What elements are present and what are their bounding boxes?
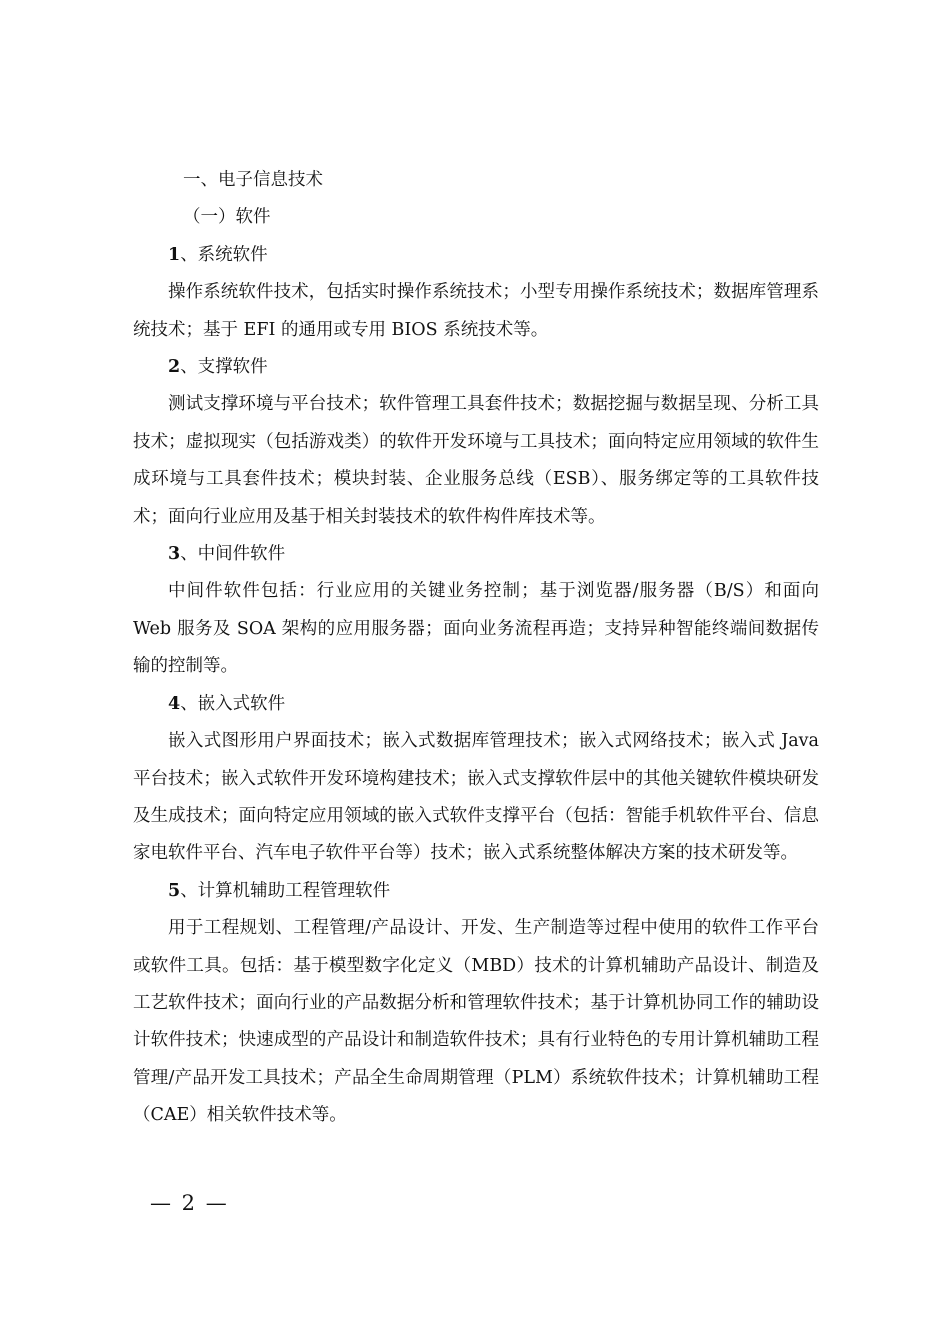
item-heading-3 [133,536,819,573]
item-title-5: 、计算机辅助工程管理软件 [180,880,391,901]
item-title-2: 、支撑软件 [180,357,268,378]
item-heading-2 [133,349,819,386]
item-number-1: 1 [168,244,181,265]
item-body-4: 嵌入式图形用户界面技术；嵌入式数据库管理技术；嵌入式网络技术；嵌入式 Java 平台技术；嵌入式软件开发环境构建技术；嵌入式支撑软件层中的其他关键软件模块研发及生成技术；面向特定应用领域的嵌入式软件支撑平台（包括：智能手机软件平台、信息家电软件平台、汽车电子软件平台等）技术；嵌入式系统整体解决方案的技术研发等。 [133,731,819,864]
item-body-3: 中间件软件包括：行业应用的关键业务控制；基于浏览器/服务器（B/S）和面向 Web 服务及 SOA 架构的应用服务器；面向业务流程再造；支持异种智能终端间数据传输的控制等。 [133,581,819,677]
item-title-4: 、嵌入式软件 [180,693,286,714]
item-number-5: 5 [168,880,181,901]
item-number-2: 2 [168,357,181,378]
item-heading-4 [133,686,819,723]
item-heading-5 [133,873,819,910]
item-number-3: 3 [168,544,181,565]
subsection-title: （一）软件 [183,207,271,228]
section-title: 一、电子信息技术 [183,170,323,190]
item-body-2: 测试支撑环境与平台技术；软件管理工具套件技术；数据挖掘与数据呈现、分析工具技术；虚拟现实（包括游戏类）的软件开发环境与工具技术；面向特定应用领域的软件生成环境与工具套件技术；模块封装、企业服务总线（ESB）、服务绑定等的工具软件技术；面向行业应用及基于相关封装技术的软件构件库技术等。 [133,394,819,527]
item-title-3: 、中间件软件 [180,544,286,565]
document-body [133,162,819,1135]
item-body-5: 用于工程规划、工程管理/产品设计、开发、生产制造等过程中使用的软件工作平台或软件工具。包括：基于模型数字化定义（MBD）技术的计算机辅助产品设计、制造及工艺软件技术；面向行业的产品数据分析和管理软件技术；基于计算机协同工作的辅助设计软件技术；快速成型的产品设计和制造软件技术；具有行业特色的专用计算机辅助工程管理/产品开发工具技术；产品全生命周期管理（PLM）系统软件技术；计算机辅助工程（CAE）相关软件技术等。 [133,918,819,1126]
item-number-4: 4 [168,693,181,714]
item-body-1: 操作系统软件技术，包括实时操作系统技术；小型专用操作系统技术；数据库管理系统技术；基于 EFI 的通用或专用 BIOS 系统技术等。 [133,282,819,340]
item-title-1: 、系统软件 [180,244,268,265]
page-number: — 2 — [150,1191,229,1215]
item-heading-1 [133,237,819,274]
